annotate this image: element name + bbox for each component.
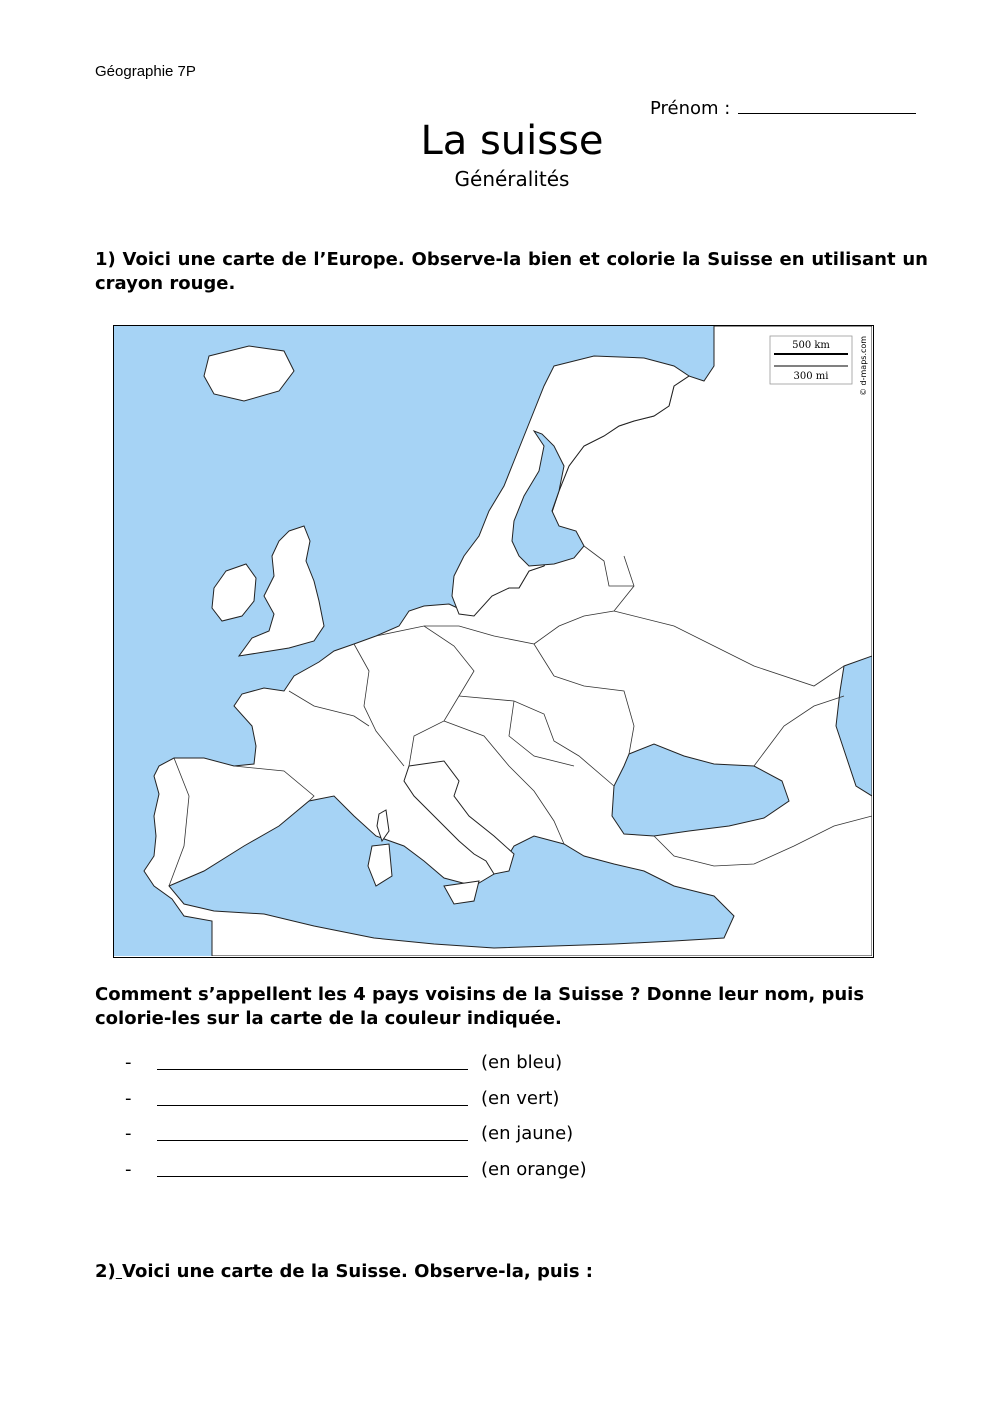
list-dash: - bbox=[125, 1158, 132, 1180]
name-field bbox=[650, 97, 916, 119]
answer-blank[interactable] bbox=[157, 1176, 468, 1177]
question-1: 1) Voici une carte de l’Europe. Observe-la bien et colorie la Suisse en utilisant un crayon rouge. bbox=[95, 249, 928, 294]
neighbor-row bbox=[125, 1159, 825, 1195]
question-2-number: 2) bbox=[95, 1261, 116, 1282]
neighbor-row bbox=[125, 1052, 825, 1088]
page-title: La suisse bbox=[420, 118, 604, 164]
question-2-text: Voici une carte de la Suisse. Observe-la, puis : bbox=[122, 1261, 594, 1282]
color-hint: (en jaune) bbox=[481, 1123, 574, 1144]
list-dash: - bbox=[125, 1052, 132, 1073]
list-dash: - bbox=[125, 1123, 132, 1144]
neighbors-list bbox=[125, 1052, 825, 1194]
color-hint: (en bleu) bbox=[481, 1052, 563, 1073]
color-hint: (en vert) bbox=[481, 1087, 560, 1109]
name-label: Prénom : bbox=[650, 98, 731, 119]
scale-mi-label: 300 mi bbox=[793, 371, 829, 382]
name-blank-line[interactable] bbox=[738, 97, 916, 114]
neighbor-row bbox=[125, 1088, 825, 1124]
question-2 bbox=[95, 1261, 593, 1282]
scale-km-label: 500 km bbox=[792, 340, 830, 351]
answer-blank[interactable] bbox=[157, 1105, 468, 1106]
subject-label: Géographie 7P bbox=[95, 63, 196, 80]
europe-map[interactable] bbox=[113, 325, 874, 958]
map-scale bbox=[770, 336, 852, 384]
list-dash: - bbox=[125, 1087, 132, 1109]
neighbor-row bbox=[125, 1123, 825, 1159]
answer-blank[interactable] bbox=[157, 1069, 468, 1070]
map-credit: © d-maps.com bbox=[859, 335, 868, 396]
question-neighbors: Comment s’appellent les 4 pays voisins de la Suisse ? Donne leur nom, puis colorie-les sur la carte de la couleur indiquée. bbox=[95, 984, 865, 1029]
answer-blank[interactable] bbox=[157, 1140, 468, 1141]
color-hint: (en orange) bbox=[481, 1158, 587, 1180]
page-subtitle: Généralités bbox=[454, 167, 570, 191]
europe-map-svg bbox=[114, 326, 872, 956]
